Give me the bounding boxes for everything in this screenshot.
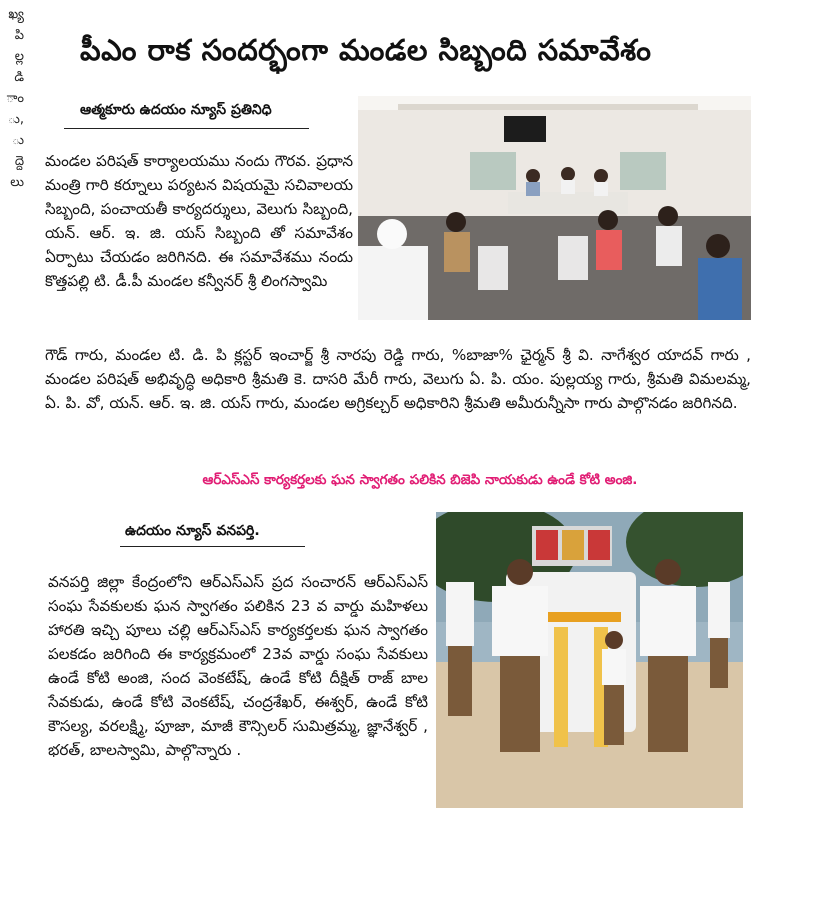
edge-fragment: పి <box>14 28 24 43</box>
rss-volunteers-photo <box>436 512 743 808</box>
edge-fragment: ద్దె <box>14 154 24 169</box>
article-1-body-narrow: మండల పరిషత్ కార్యాలయము నందు గౌరవ. ప్రధాన మంత్రి గారి కర్నూలు పర్యటన విషయమై సచివాలయ సిబ్బంది, పంచాయతీ కార్యదర్శులు, వెలుగు సిబ్బంది, యన్. ఆర్. ఇ. జి. యస్ సిబ్బంది తో సమావేశం ఏర్పాటు చేయడం జరిగినది. ఈ సమావేశము నందు కొత్తపల్లి టి. డీ.పీ మండల కన్వీనర్ శ్రీ లింగస్వామి <box>45 152 353 290</box>
edge-fragment: ల్ల <box>14 49 24 64</box>
adjacent-column-fragment <box>0 0 26 193</box>
volunteers-illustration <box>436 512 743 808</box>
edge-fragment: ఖ్య <box>8 7 24 22</box>
meeting-hall-illustration <box>358 96 751 320</box>
edge-fragment: ు <box>11 133 24 148</box>
article-1-headline: పీఎం రాక సందర్భంగా మండల సిబ్బంది సమావేశం <box>80 33 652 67</box>
edge-fragment: ు, <box>7 112 24 127</box>
article-2-body: వనపర్తి జిల్లా కేంద్రంలోని ఆర్ఎస్ఎస్ ప్రద సంచారన్ ఆర్ఎస్ఎస్ సంఘ సేవకులకు ఘన స్వాగతం పలికిన 23 వ వార్డు మహిళలు హారతి ఇచ్చి పూలు చల్లి ఆర్ఎస్ఎస్ కార్యకర్తలకు ఘన స్వాగతం పలకడం జరిగింది ఈ కార్యక్రమంలో 23వ వార్డు సంఘ సేవకులు ఉండే కోటి అంజి, సంద వెంకటేష్, ఉండే కోటి దీక్షిత్ రాజ్ బాల సేవకుడు, ఉండే కోటి వెంకటేష్, చంద్రశేఖర్, ఈశ్వర్, ఉండే కోటి కౌసల్య, వరలక్ష్మి, పూజా, మాజీ కౌన్సిలర్ సుమిత్రమ్మ, జ్ఞానేశ్వర్ , భరత్, బాలస్వామి, పాల్గొన్నారు . <box>48 573 428 759</box>
dateline-underline <box>120 546 305 547</box>
dateline-underline <box>64 128 309 129</box>
article-1-dateline: ఆత్మకూరు ఉదయం న్యూస్ ప్రతినిధి <box>80 102 272 118</box>
article-2-headline: ఆర్ఎస్ఎస్ కార్యకర్తలకు ఘన స్వాగతం పలికిన బిజెపి నాయకుడు ఉండే కోటి అంజి. <box>202 472 638 488</box>
article-1-body-wide: గౌడ్ గారు, మండల టి. డి. పి క్లస్టర్ ఇంచార్జ్ శ్రీ నారపు రెడ్డి గారు, %బాజా% ఛైర్మన్ శ్రీ వి. నాగేశ్వర యాదవ్ గారు , మండల పరిషత్ అభివృద్ధి అధికారి శ్రీమతి కె. దాసరి మేరీ గారు, వెలుగు ఏ. పి. యం. పుల్లయ్య గారు, శ్రీమతి విమలమ్మ, ఏ. పి. వో, యన్. ఆర్. ఇ. జి. యస్ గారు, మండల అగ్రికల్చర్ అధికారిని శ్రీమతి అమీరున్నీసా గారు పాల్గొనడం జరిగినది. <box>45 346 751 412</box>
edge-fragment: డి <box>14 70 24 85</box>
article-2-dateline: ఉదయం న్యూస్ వనపర్తి. <box>125 523 260 539</box>
edge-fragment: లు <box>10 175 24 190</box>
edge-fragment: ాం <box>6 91 24 106</box>
meeting-hall-photo <box>358 96 751 320</box>
